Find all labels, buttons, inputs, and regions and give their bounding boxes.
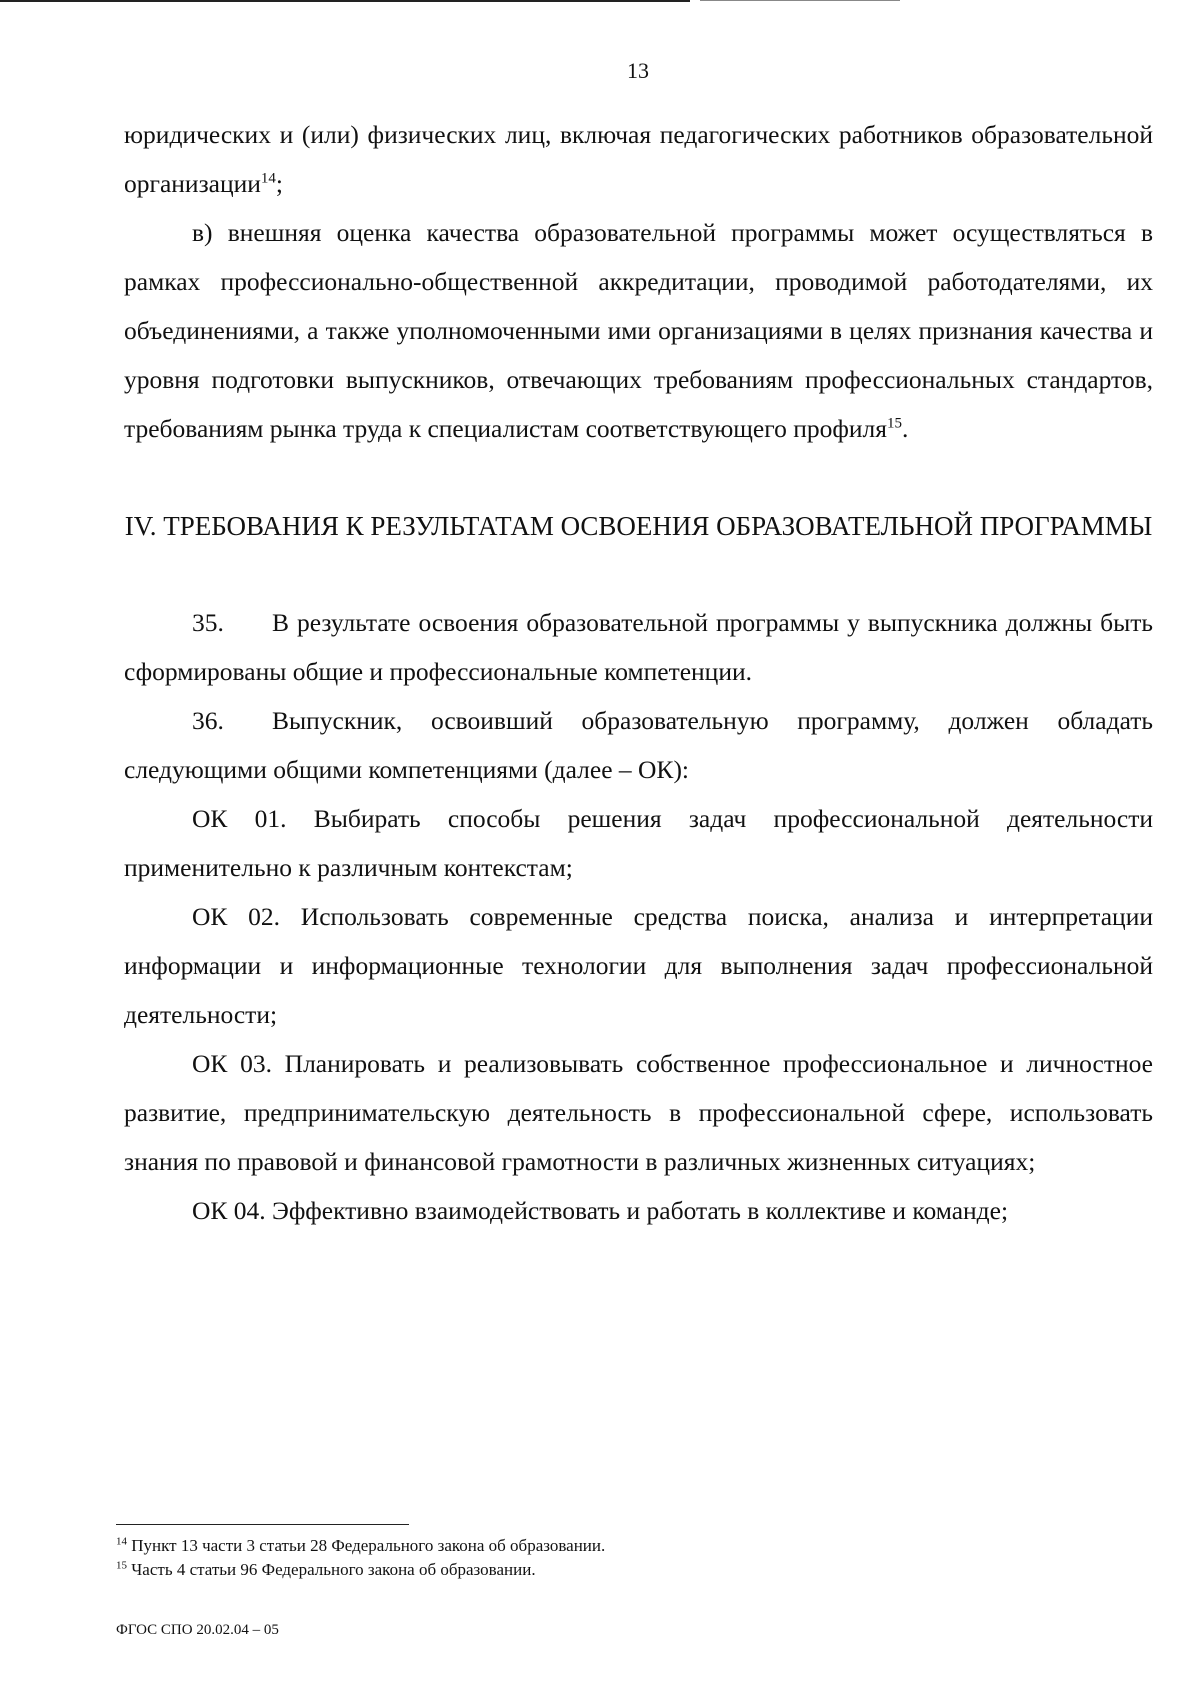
section-heading: IV. ТРЕБОВАНИЯ К РЕЗУЛЬТАТАМ ОСВОЕНИЯ ОБРАЗОВАТЕЛЬНОЙ ПРОГРАММЫ bbox=[124, 511, 1153, 541]
punctuation: . bbox=[901, 414, 909, 443]
competence-ok01: ОК 01. Выбирать способы решения задач профессиональной деятельности применительно к различным контекстам; bbox=[124, 804, 1153, 882]
paragraph-external-assessment bbox=[124, 208, 1153, 453]
footnote-ref-15[interactable]: 15 bbox=[886, 415, 902, 432]
competence-ok04: ОК 04. Эффективно взаимодействовать и работать в коллективе и команде; bbox=[192, 1196, 1009, 1225]
item-text: Выпускник, освоивший образовательную программу, должен обладать следующими общими компетенциями (далее – ОК): bbox=[124, 706, 1153, 784]
item-35 bbox=[124, 598, 1153, 696]
item-36 bbox=[124, 696, 1153, 794]
paragraph-text: в) внешняя оценка качества образовательной программы может осуществляться в рамках профессионально-общественной аккредитации, проводимой работодателями, их объединениями, а также уполномоченными ими организациями в целях признания качества и уровня подготовки выпускников, отвечающих требованиям профессиональных стандартов, требованиям рынка труда к специалистам соответствующего профиля bbox=[124, 218, 1153, 443]
footnote-mark: 14 bbox=[116, 1535, 127, 1548]
footnote-separator bbox=[116, 1524, 409, 1525]
document-code: ФГОС СПО 20.02.04 – 05 bbox=[116, 1622, 279, 1638]
item-number: 35. bbox=[192, 608, 224, 637]
page-number: 13 bbox=[627, 58, 649, 83]
punctuation: ; bbox=[275, 169, 283, 198]
footnote-text: Пункт 13 части 3 статьи 28 Федерального закона об образовании. bbox=[127, 1536, 606, 1555]
footnote-text: Часть 4 статьи 96 Федерального закона об образовании. bbox=[127, 1560, 536, 1579]
paragraph-text: юридических и (или) физических лиц, включая педагогических работников образовательной организации bbox=[124, 120, 1153, 198]
competence-ok02: ОК 02. Использовать современные средства поиска, анализа и интерпретации информации и информационные технологии для выполнения задач профессиональной деятельности; bbox=[124, 902, 1153, 1029]
paragraph-continuation bbox=[124, 110, 1153, 208]
document-body bbox=[124, 110, 1153, 1235]
scan-top-edge-faint bbox=[700, 0, 900, 1]
item-text: В результате освоения образовательной программы у выпускника должны быть сформированы общие и профессиональные компетенции. bbox=[124, 608, 1153, 686]
scan-top-edge bbox=[0, 0, 690, 2]
footnote-mark: 15 bbox=[116, 1559, 127, 1572]
competence-ok03: ОК 03. Планировать и реализовывать собственное профессиональное и личностное развитие, предпринимательскую деятельность в профессиональной сфере, использовать знания по правовой и финансовой грамотности в различных жизненных ситуациях; bbox=[124, 1049, 1153, 1176]
footnote-14 bbox=[116, 1534, 1016, 1558]
item-number: 36. bbox=[192, 706, 224, 735]
footnote-ref-14[interactable]: 14 bbox=[260, 170, 276, 187]
footnotes bbox=[116, 1534, 1016, 1582]
footnote-15 bbox=[116, 1558, 1016, 1582]
